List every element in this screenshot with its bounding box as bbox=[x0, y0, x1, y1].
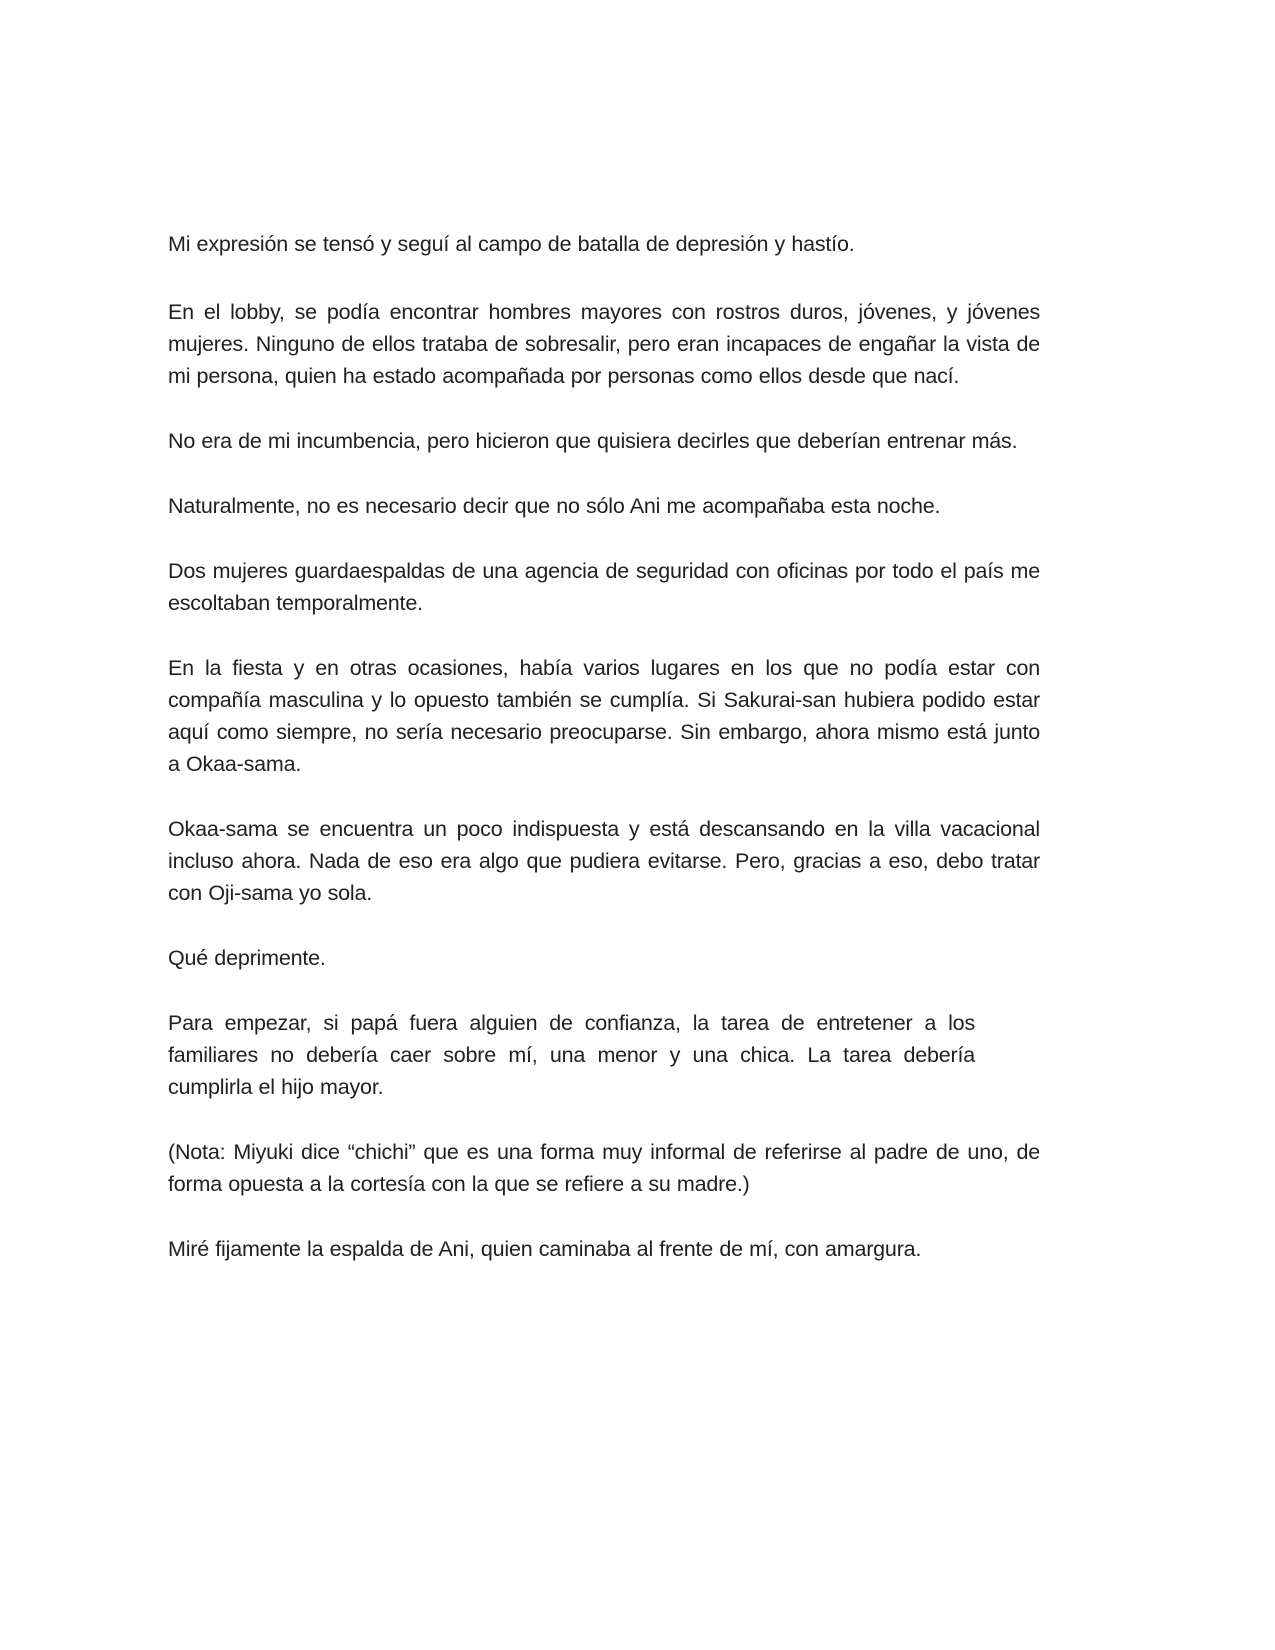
paragraph: Para empezar, si papá fuera alguien de confianza, la tarea de entretener a los familiares no debería caer sobre mí, una menor y una chica. La tarea debería cumplirla el hijo mayor. bbox=[168, 1011, 975, 1099]
paragraph: En el lobby, se podía encontrar hombres mayores con rostros duros, jóvenes, y jóvenes mujeres. Ninguno de ellos trataba de sobresalir, pero eran incapaces de engañar la vista de mi persona, quien ha estado acompañada por personas como ellos desde que nací. bbox=[168, 300, 1040, 388]
paragraph: Naturalmente, no es necesario decir que no sólo Ani me acompañaba esta noche. bbox=[168, 494, 941, 518]
paragraph: Miré fijamente la espalda de Ani, quien caminaba al frente de mí, con amargura. bbox=[168, 1237, 922, 1261]
paragraph: Okaa-sama se encuentra un poco indispuesta y está descansando en la villa vacacional incluso ahora. Nada de eso era algo que pudiera evitarse. Pero, gracias a eso, debo tratar con Oji-sama yo sola. bbox=[168, 817, 1040, 905]
paragraph: (Nota: Miyuki dice “chichi” que es una forma muy informal de referirse al padre de uno, de forma opuesta a la cortesía con la que se refiere a su madre.) bbox=[168, 1140, 1040, 1196]
paragraph: No era de mi incumbencia, pero hicieron que quisiera decirles que deberían entrenar más. bbox=[168, 429, 1018, 453]
paragraph: Dos mujeres guardaespaldas de una agencia de seguridad con oficinas por todo el país me escoltaban temporalmente. bbox=[168, 559, 1040, 615]
paragraph: En la fiesta y en otras ocasiones, había varios lugares en los que no podía estar con compañía masculina y lo opuesto también se cumplía. Si Sakurai-san hubiera podido estar aquí como siempre, no sería necesario preocuparse. Sin embargo, ahora mismo está junto a Okaa-sama. bbox=[168, 656, 1040, 776]
paragraph: Mi expresión se tensó y seguí al campo de batalla de depresión y hastío. bbox=[168, 232, 855, 256]
paragraph: Qué deprimente. bbox=[168, 946, 326, 970]
document-body bbox=[168, 228, 1040, 1265]
